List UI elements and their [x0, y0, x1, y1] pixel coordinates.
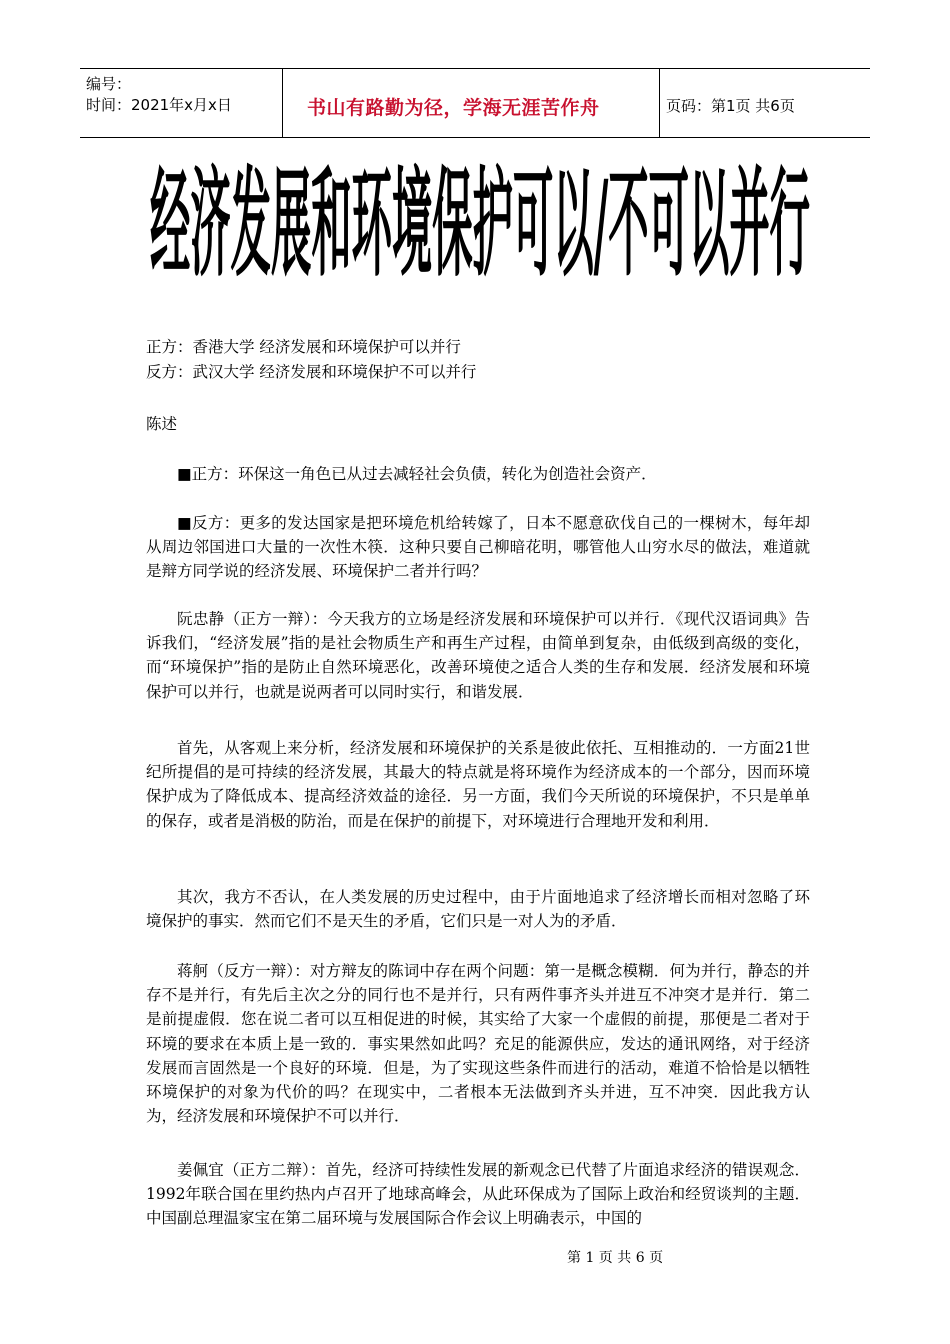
paragraph-2: ■反方：更多的发达国家是把环境危机给转嫁了，日本不愿意砍伐自己的一棵树木，每年却从周边邻国进口大量的一次性木筷．这种只要自己柳暗花明，哪管他人山穷水尽的做法，难道就是辩方同学说的经济发展、环境保护二者并行吗？ [146, 514, 810, 581]
paragraph-3: 阮忠静（正方一辩）：今天我方的立场是经济发展和环境保护可以并行．《现代汉语词典》告诉我们，“经济发展”指的是社会物质生产和再生产过程，由简单到复杂，由低级到高级的变化，而“环境保护”指的是防止自然环境恶化，改善环境使之适合人类的生存和发展．经济发展和环境保护可以并行，也就是说两者可以同时实行，和谐发展． [146, 610, 810, 701]
section-heading: 陈述 [146, 415, 178, 433]
title-text: 经济发展和环境保护可以/不可以并行 [150, 156, 811, 294]
page-header [80, 68, 870, 138]
paragraph-7: 姜佩宜（正方二辩）：首先，经济可持续性发展的新观念已代替了片面追求经济的错误观念．1992年联合国在里约热内卢召开了地球高峰会，从此环保成为了国际上政治和经贸谈判的主题．中国副总理温家宝在第二届环境与发展国际合作会议上明确表示，中国的 [146, 1161, 810, 1228]
document-title [140, 152, 820, 312]
header-left-cell [80, 69, 283, 137]
header-page-number: 页码：第1页 共6页 [666, 97, 795, 115]
header-page-cell [660, 69, 870, 137]
paragraph-4: 首先，从客观上来分析，经济发展和环境保护的关系是彼此依托、互相推动的．一方面21世纪所提倡的是可持续的经济发展，其最大的特点就是将环境作为经济成本的一个部分，因而环境保护成为了降低成本、提高经济效益的途径．另一方面，我们今天所说的环境保护，不只是单单的保存，或者是消极的防治，而是在保护的前提下，对环境进行合理地开发和利用． [146, 739, 810, 830]
paragraph-1: ■正方：环保这一角色已从过去减轻社会负债，转化为创造社会资产． [177, 465, 657, 483]
con-side-line: 反方：武汉大学 经济发展和环境保护不可以并行 [146, 363, 477, 381]
paragraph-6: 蒋舸（反方一辩）：对方辩友的陈词中存在两个问题：第一是概念模糊．何为并行，静态的并存不是并行，有先后主次之分的同行也不是并行，只有两件事齐头并进互不冲突才是并行．第二是前提虚假．您在说二者可以互相促进的时候，其实给了大家一个虚假的前提，那便是二者对于环境的要求在本质上是一致的．事实果然如此吗？充足的能源供应，发达的通讯网络，对于经济发展而言固然是一个良好的环境．但是，为了实现这些条件而进行的活动，难道不恰恰是以牺牲环境保护的对象为代价的吗？在现实中，二者根本无法做到齐头并进，互不冲突．因此我方认为，经济发展和环境保护不可以并行． [146, 962, 810, 1126]
page-footer: 第 1 页 共 6 页 [567, 1250, 664, 1266]
paragraph-5: 其次，我方不否认，在人类发展的历史过程中，由于片面地追求了经济增长而相对忽略了环境保护的事实．然而它们不是天生的矛盾，它们只是一对人为的矛盾． [146, 888, 810, 931]
document-number-label: 编号： [86, 75, 132, 93]
header-motto: 书山有路勤为径，学海无涯苦作舟 [307, 97, 600, 119]
document-date-label: 时间：2021年x月x日 [86, 96, 232, 114]
pro-side-line: 正方：香港大学 经济发展和环境保护可以并行 [146, 338, 461, 356]
header-motto-cell [283, 69, 660, 137]
